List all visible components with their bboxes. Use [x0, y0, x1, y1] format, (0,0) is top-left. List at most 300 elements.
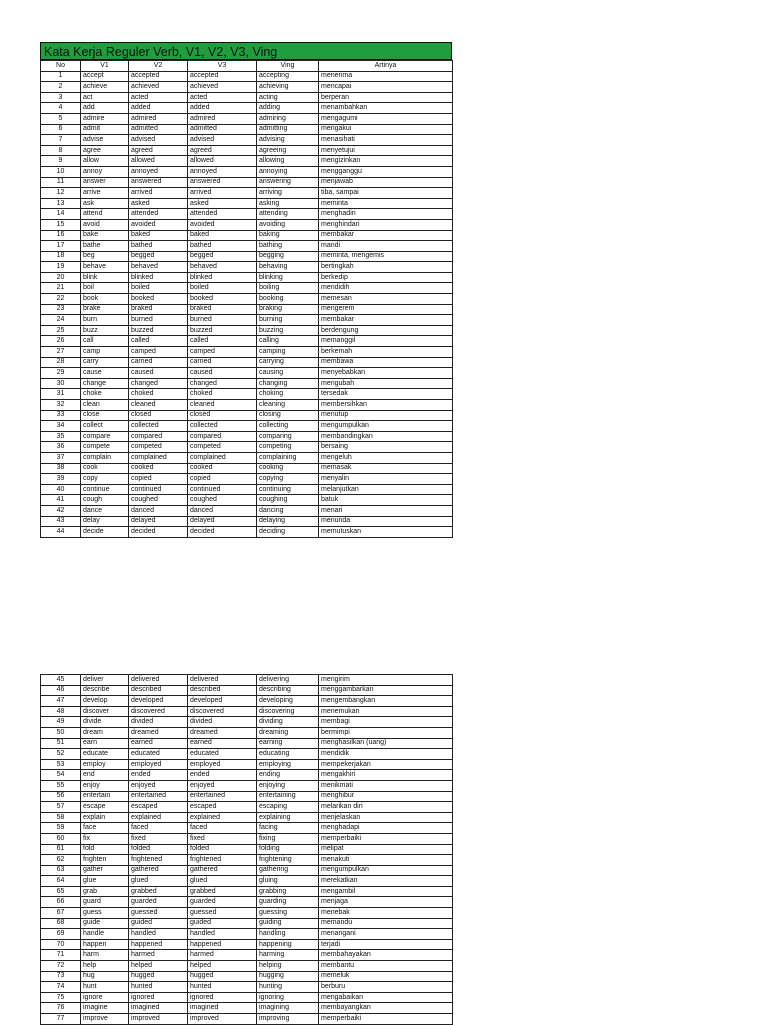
cell-artinya: menutup — [319, 410, 453, 421]
cell-v3: attended — [188, 209, 257, 220]
cell-ving: escaping — [257, 802, 319, 813]
cell-v2: guarded — [129, 897, 188, 908]
table-row — [41, 929, 453, 940]
cell-artinya: menangani — [319, 929, 453, 940]
cell-artinya: mandi — [319, 241, 453, 252]
cell-no: 27 — [41, 347, 81, 358]
cell-ving: cooking — [257, 463, 319, 474]
cell-no: 1 — [41, 71, 81, 82]
cell-v2: complained — [129, 452, 188, 463]
cell-artinya: menjaga — [319, 897, 453, 908]
table-row — [41, 950, 453, 961]
table-row — [41, 1003, 453, 1014]
cell-v1: arrive — [81, 188, 129, 199]
cell-v3: coughed — [188, 495, 257, 506]
cell-ving: causing — [257, 368, 319, 379]
cell-v2: guessed — [129, 908, 188, 919]
cell-v2: discovered — [129, 706, 188, 717]
cell-artinya: berperan — [319, 92, 453, 103]
cell-ving: complaining — [257, 452, 319, 463]
cell-artinya: membantu — [319, 961, 453, 972]
cell-artinya: memperbaiki — [319, 1014, 453, 1025]
cell-artinya: mendidih — [319, 283, 453, 294]
cell-no: 49 — [41, 717, 81, 728]
cell-ving: asking — [257, 198, 319, 209]
cell-v2: advised — [129, 135, 188, 146]
cell-artinya: melanjutkan — [319, 484, 453, 495]
cell-v3: baked — [188, 230, 257, 241]
cell-artinya: membayangkan — [319, 1003, 453, 1014]
cell-v3: entertained — [188, 791, 257, 802]
table-row — [41, 908, 453, 919]
cell-v1: avoid — [81, 219, 129, 230]
cell-artinya: membandingkan — [319, 431, 453, 442]
cell-v1: ignore — [81, 992, 129, 1003]
cell-no: 64 — [41, 876, 81, 887]
cell-v3: handled — [188, 929, 257, 940]
cell-no: 17 — [41, 241, 81, 252]
cell-artinya: mengganggu — [319, 166, 453, 177]
cell-artinya: menghadiri — [319, 209, 453, 220]
cell-v3: avoided — [188, 219, 257, 230]
cell-v2: annoyed — [129, 166, 188, 177]
cell-artinya: menghibur — [319, 791, 453, 802]
cell-ving: closing — [257, 410, 319, 421]
cell-v2: coughed — [129, 495, 188, 506]
cell-v2: fixed — [129, 833, 188, 844]
cell-v3: hunted — [188, 982, 257, 993]
cell-artinya: mengabaikan — [319, 992, 453, 1003]
table-row — [41, 918, 453, 929]
cell-v2: handled — [129, 929, 188, 940]
table-row — [41, 113, 453, 124]
cell-v1: harm — [81, 950, 129, 961]
table-row — [41, 759, 453, 770]
cell-v3: booked — [188, 294, 257, 305]
cell-v3: arrived — [188, 188, 257, 199]
cell-v1: advise — [81, 135, 129, 146]
cell-v3: changed — [188, 378, 257, 389]
cell-no: 68 — [41, 918, 81, 929]
cell-ving: helping — [257, 961, 319, 972]
cell-v2: baked — [129, 230, 188, 241]
cell-ving: buzzing — [257, 325, 319, 336]
cell-artinya: menghadapi — [319, 823, 453, 834]
cell-v2: decided — [129, 527, 188, 538]
cell-no: 22 — [41, 294, 81, 305]
verb-table-sheet-2 — [40, 674, 452, 1025]
cell-v1: cook — [81, 463, 129, 474]
cell-no: 19 — [41, 262, 81, 273]
cell-no: 33 — [41, 410, 81, 421]
cell-no: 29 — [41, 368, 81, 379]
cell-v3: admired — [188, 113, 257, 124]
cell-v1: develop — [81, 696, 129, 707]
cell-artinya: menjawab — [319, 177, 453, 188]
cell-artinya: mengembangkan — [319, 696, 453, 707]
cell-ving: ending — [257, 770, 319, 781]
table-row — [41, 156, 453, 167]
cell-ving: dancing — [257, 505, 319, 516]
cell-no: 58 — [41, 812, 81, 823]
table-row — [41, 696, 453, 707]
table-row — [41, 855, 453, 866]
cell-ving: admiring — [257, 113, 319, 124]
cell-v3: gathered — [188, 865, 257, 876]
cell-v3: closed — [188, 410, 257, 421]
cell-v2: burned — [129, 315, 188, 326]
cell-v2: booked — [129, 294, 188, 305]
cell-no: 47 — [41, 696, 81, 707]
cell-no: 55 — [41, 780, 81, 791]
cell-v3: called — [188, 336, 257, 347]
cell-v2: glued — [129, 876, 188, 887]
cell-v1: explain — [81, 812, 129, 823]
cell-ving: avoiding — [257, 219, 319, 230]
cell-no: 9 — [41, 156, 81, 167]
table-row — [41, 410, 453, 421]
cell-v2: grabbed — [129, 886, 188, 897]
cell-v3: fixed — [188, 833, 257, 844]
cell-v1: delay — [81, 516, 129, 527]
cell-v3: behaved — [188, 262, 257, 273]
cell-v1: employ — [81, 759, 129, 770]
cell-no: 62 — [41, 855, 81, 866]
cell-v2: hunted — [129, 982, 188, 993]
cell-v3: happened — [188, 939, 257, 950]
table-row — [41, 103, 453, 114]
cell-v3: added — [188, 103, 257, 114]
cell-no: 21 — [41, 283, 81, 294]
table-row — [41, 886, 453, 897]
cell-v1: deliver — [81, 675, 129, 686]
cell-v3: advised — [188, 135, 257, 146]
cell-artinya: memutuskan — [319, 527, 453, 538]
table-row — [41, 463, 453, 474]
cell-v3: braked — [188, 304, 257, 315]
cell-v2: behaved — [129, 262, 188, 273]
table-row — [41, 812, 453, 823]
cell-v2: called — [129, 336, 188, 347]
cell-v3: educated — [188, 749, 257, 760]
table-row — [41, 452, 453, 463]
table-row — [41, 400, 453, 411]
cell-v3: continued — [188, 484, 257, 495]
cell-no: 16 — [41, 230, 81, 241]
cell-no: 57 — [41, 802, 81, 813]
cell-v3: danced — [188, 505, 257, 516]
cell-artinya: batuk — [319, 495, 453, 506]
cell-v2: folded — [129, 844, 188, 855]
cell-v1: carry — [81, 357, 129, 368]
cell-v3: answered — [188, 177, 257, 188]
cell-no: 7 — [41, 135, 81, 146]
cell-v3: compared — [188, 431, 257, 442]
cell-artinya: memperbaiki — [319, 833, 453, 844]
cell-v2: enjoyed — [129, 780, 188, 791]
cell-v1: guard — [81, 897, 129, 908]
cell-no: 14 — [41, 209, 81, 220]
cell-no: 11 — [41, 177, 81, 188]
table-row — [41, 378, 453, 389]
cell-ving: comparing — [257, 431, 319, 442]
cell-v3: competed — [188, 442, 257, 453]
cell-v3: ignored — [188, 992, 257, 1003]
cell-artinya: memeluk — [319, 971, 453, 982]
cell-ving: delaying — [257, 516, 319, 527]
cell-v3: begged — [188, 251, 257, 262]
cell-ving: earning — [257, 738, 319, 749]
verb-rows-1 — [41, 71, 453, 537]
cell-v1: face — [81, 823, 129, 834]
cell-artinya: menasihati — [319, 135, 453, 146]
cell-v2: developed — [129, 696, 188, 707]
table-row — [41, 961, 453, 972]
cell-v3: ended — [188, 770, 257, 781]
cell-v2: explained — [129, 812, 188, 823]
cell-no: 31 — [41, 389, 81, 400]
table-row — [41, 823, 453, 834]
cell-ving: imagining — [257, 1003, 319, 1014]
cell-v2: harmed — [129, 950, 188, 961]
table-row — [41, 780, 453, 791]
cell-ving: ignoring — [257, 992, 319, 1003]
cell-ving: braking — [257, 304, 319, 315]
cell-v1: enjoy — [81, 780, 129, 791]
cell-ving: guiding — [257, 918, 319, 929]
table-row — [41, 92, 453, 103]
cell-v2: accepted — [129, 71, 188, 82]
cell-ving: discovering — [257, 706, 319, 717]
cell-v3: boiled — [188, 283, 257, 294]
cell-v1: admire — [81, 113, 129, 124]
table-row — [41, 347, 453, 358]
cell-ving: calling — [257, 336, 319, 347]
cell-v2: improved — [129, 1014, 188, 1025]
cell-v3: collected — [188, 421, 257, 432]
cell-v2: guided — [129, 918, 188, 929]
cell-v1: grab — [81, 886, 129, 897]
table-row — [41, 315, 453, 326]
cell-no: 42 — [41, 505, 81, 516]
cell-no: 4 — [41, 103, 81, 114]
cell-ving: dreaming — [257, 727, 319, 738]
cell-v2: agreed — [129, 145, 188, 156]
cell-v1: act — [81, 92, 129, 103]
table-row — [41, 177, 453, 188]
cell-artinya: membersihkan — [319, 400, 453, 411]
cell-v1: frighten — [81, 855, 129, 866]
cell-v2: cleaned — [129, 400, 188, 411]
cell-artinya: mendidik — [319, 749, 453, 760]
cell-v1: gather — [81, 865, 129, 876]
cell-v3: blinked — [188, 272, 257, 283]
cell-v1: call — [81, 336, 129, 347]
cell-no: 40 — [41, 484, 81, 495]
cell-v2: closed — [129, 410, 188, 421]
cell-artinya: mengeluh — [319, 452, 453, 463]
cell-v2: ignored — [129, 992, 188, 1003]
cell-v1: blink — [81, 272, 129, 283]
cell-artinya: meminta, mengemis — [319, 251, 453, 262]
cell-no: 13 — [41, 198, 81, 209]
cell-v3: caused — [188, 368, 257, 379]
cell-artinya: melipat — [319, 844, 453, 855]
cell-v2: hugged — [129, 971, 188, 982]
cell-ving: enjoying — [257, 780, 319, 791]
table-row — [41, 1014, 453, 1025]
cell-v3: complained — [188, 452, 257, 463]
cell-v2: danced — [129, 505, 188, 516]
cell-artinya: mengumpulkan — [319, 421, 453, 432]
cell-v1: imagine — [81, 1003, 129, 1014]
cell-v2: caused — [129, 368, 188, 379]
cell-v1: brake — [81, 304, 129, 315]
cell-no: 23 — [41, 304, 81, 315]
cell-v2: compared — [129, 431, 188, 442]
cell-v1: divide — [81, 717, 129, 728]
cell-artinya: mengumpulkan — [319, 865, 453, 876]
cell-v3: choked — [188, 389, 257, 400]
cell-v2: acted — [129, 92, 188, 103]
cell-v2: buzzed — [129, 325, 188, 336]
cell-v3: helped — [188, 961, 257, 972]
table-row — [41, 389, 453, 400]
table-row — [41, 251, 453, 262]
cell-v2: employed — [129, 759, 188, 770]
verb-table-1 — [40, 60, 453, 538]
cell-no: 20 — [41, 272, 81, 283]
cell-v2: changed — [129, 378, 188, 389]
cell-v1: describe — [81, 685, 129, 696]
header-ving: Ving — [257, 61, 319, 72]
table-row — [41, 833, 453, 844]
cell-no: 76 — [41, 1003, 81, 1014]
cell-no: 18 — [41, 251, 81, 262]
cell-ving: answering — [257, 177, 319, 188]
cell-v1: close — [81, 410, 129, 421]
cell-v3: improved — [188, 1014, 257, 1025]
table-row — [41, 431, 453, 442]
table-row — [41, 188, 453, 199]
table-row — [41, 738, 453, 749]
cell-ving: employing — [257, 759, 319, 770]
cell-v2: asked — [129, 198, 188, 209]
cell-no: 63 — [41, 865, 81, 876]
table-row — [41, 897, 453, 908]
cell-artinya: mengakui — [319, 124, 453, 135]
cell-artinya: mengambil — [319, 886, 453, 897]
cell-no: 38 — [41, 463, 81, 474]
cell-v1: accept — [81, 71, 129, 82]
header-artinya: Artinya — [319, 61, 453, 72]
cell-ving: educating — [257, 749, 319, 760]
table-row — [41, 685, 453, 696]
cell-v2: attended — [129, 209, 188, 220]
cell-no: 51 — [41, 738, 81, 749]
cell-artinya: memanggil — [319, 336, 453, 347]
cell-ving: delivering — [257, 675, 319, 686]
cell-no: 15 — [41, 219, 81, 230]
cell-no: 77 — [41, 1014, 81, 1025]
cell-ving: grabbing — [257, 886, 319, 897]
cell-no: 72 — [41, 961, 81, 972]
cell-v3: enjoyed — [188, 780, 257, 791]
cell-artinya: meminta — [319, 198, 453, 209]
cell-ving: bathing — [257, 241, 319, 252]
cell-no: 10 — [41, 166, 81, 177]
cell-v1: agree — [81, 145, 129, 156]
cell-v3: developed — [188, 696, 257, 707]
cell-ving: attending — [257, 209, 319, 220]
verb-rows-2 — [41, 675, 453, 1025]
cell-no: 32 — [41, 400, 81, 411]
cell-v1: glue — [81, 876, 129, 887]
cell-ving: harming — [257, 950, 319, 961]
cell-artinya: berburu — [319, 982, 453, 993]
cell-artinya: mengizinkan — [319, 156, 453, 167]
cell-ving: burning — [257, 315, 319, 326]
cell-v1: compete — [81, 442, 129, 453]
cell-ving: cleaning — [257, 400, 319, 411]
cell-v3: agreed — [188, 145, 257, 156]
cell-v3: frightened — [188, 855, 257, 866]
cell-ving: collecting — [257, 421, 319, 432]
cell-no: 53 — [41, 759, 81, 770]
cell-v1: admit — [81, 124, 129, 135]
table-row — [41, 982, 453, 993]
cell-v1: copy — [81, 474, 129, 485]
cell-no: 30 — [41, 378, 81, 389]
cell-ving: frightening — [257, 855, 319, 866]
cell-v2: admitted — [129, 124, 188, 135]
cell-artinya: bermimpi — [319, 727, 453, 738]
table-row — [41, 727, 453, 738]
cell-no: 71 — [41, 950, 81, 961]
table-row — [41, 124, 453, 135]
cell-artinya: berkedip — [319, 272, 453, 283]
cell-no: 26 — [41, 336, 81, 347]
cell-v2: camped — [129, 347, 188, 358]
cell-v2: imagined — [129, 1003, 188, 1014]
cell-v1: choke — [81, 389, 129, 400]
cell-no: 41 — [41, 495, 81, 506]
cell-v1: camp — [81, 347, 129, 358]
cell-v3: explained — [188, 812, 257, 823]
cell-v3: folded — [188, 844, 257, 855]
table-row — [41, 749, 453, 760]
cell-no: 60 — [41, 833, 81, 844]
header-v2: V2 — [129, 61, 188, 72]
cell-v1: continue — [81, 484, 129, 495]
cell-artinya: terjadi — [319, 939, 453, 950]
cell-ving: allowing — [257, 156, 319, 167]
verb-table-2 — [40, 674, 453, 1025]
cell-ving: blinking — [257, 272, 319, 283]
cell-v2: copied — [129, 474, 188, 485]
table-row — [41, 209, 453, 220]
table-row — [41, 272, 453, 283]
cell-v2: allowed — [129, 156, 188, 167]
cell-no: 54 — [41, 770, 81, 781]
cell-v3: hugged — [188, 971, 257, 982]
cell-ving: deciding — [257, 527, 319, 538]
cell-ving: adding — [257, 103, 319, 114]
cell-v1: compare — [81, 431, 129, 442]
cell-no: 52 — [41, 749, 81, 760]
cell-ving: hugging — [257, 971, 319, 982]
cell-ving: explaining — [257, 812, 319, 823]
